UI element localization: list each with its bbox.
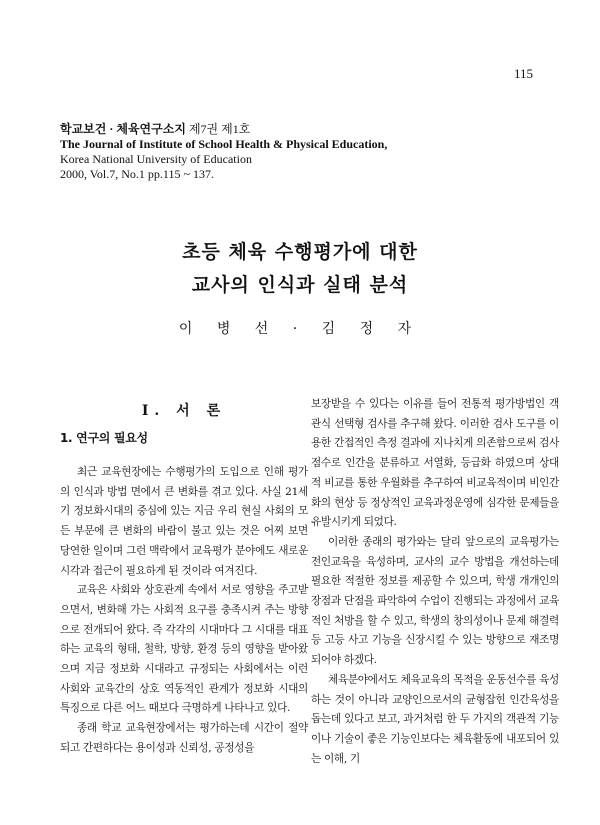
body-paragraph: 종래 학교 교육현장에서는 평가하는데 시간이 절약되고 간편하다는 용이성과 신뢰성, 공정성을 xyxy=(60,722,308,754)
paper-authors: 이 병 선 · 김 정 자 xyxy=(178,321,422,337)
body-paragraph: 보장받을 수 있다는 이유를 들어 전통적 평가방법인 객관식 선택형 검사를 추구해 왔다. 이러한 검사 도구를 이용한 간접적인 측정 결과에 지나치게 의존함으로써 검사 점수로 인간을 분류하고 서열화, 등급화 하였으며 상대적 비교를 통한 우월화를 추구하여 비교육적이며 비인간화의 현상 등 정상적인 교육과정운영에 심각한 문제들을 유발시키게 되었다. xyxy=(311,398,559,529)
journal-korean-line xyxy=(60,122,480,137)
left-column xyxy=(60,395,308,759)
journal-korean-name: 학교보건 · 체육연구소지 xyxy=(60,122,186,136)
paper-title-line-2: 교사의 인식과 실태 분석 xyxy=(191,274,409,296)
journal-korean-volume: 제7권 제1호 xyxy=(188,122,251,136)
subsection-heading: 1. 연구의 필요성 xyxy=(60,431,148,445)
paper-title xyxy=(0,236,600,302)
journal-english-name: The Journal of Institute of School Health & Physical Education, xyxy=(60,137,388,151)
body-paragraph: 이러한 종래의 평가와는 달리 앞으로의 교육평가는 전인교육을 육성하며, 교사의 교수 방법을 개선하는데 필요한 적절한 정보를 제공할 수 있으며, 학생 개개인의 장점과 단점을 파악하여 수업이 진행되는 과정에서 교육적인 처방을 할 수 있고, 학생의 창의성이나 문제 해결력 등 고등 사고 기능을 신장시킬 수 있는 방향으로 재조명되어야 하겠다. xyxy=(311,535,559,667)
paper-title-line-1: 초등 체육 수행평가에 대한 xyxy=(182,241,418,263)
right-column xyxy=(311,395,559,769)
journal-university: Korea National University of Education xyxy=(60,152,252,166)
body-paragraph: 체육분야에서도 체육교육의 목적을 운동선수를 육성하는 것이 아니라 교양인으로서의 균형잡힌 인간육성을 돕는데 있다고 보고, 과거처럼 한 두 가지의 객관적 기능이나 기술이 좋은 기능인보다는 체육활동에 내포되어 있는 이해, 기 xyxy=(311,673,559,765)
body-paragraph: 최근 교육현장에는 수행평가의 도입으로 인해 평가의 인식과 방법 면에서 큰 변화를 겪고 있다. 사실 21세기 정보화시대의 중심에 있는 지금 우리 현실 사회의 모든 부문에 큰 변화의 바람이 불고 있는 것은 어찌 보면 당연한 일이며 그런 맥락에서 교육평가 분야에도 새로운 시각과 접근이 필요하게 된 것이라 여겨진다. xyxy=(60,466,308,577)
journal-citation: 2000, Vol.7, No.1 pp.115 ~ 137. xyxy=(60,167,214,181)
page-number: 115 xyxy=(514,66,534,81)
journal-header xyxy=(60,122,480,182)
body-paragraph: 교육은 사회와 상호관계 속에서 서로 영향을 주고받으면서, 변화해 가는 사회적 요구를 충족시켜 주는 방향으로 전개되어 왔다. 즉 각각의 시대마다 그 시대를 대표하는 교육의 형태, 철학, 방향, 환경 등의 영향을 받아왔으며 지금 정보화 시대라고 규정되는 사회에서는 이런 사회와 교육간의 상호 역동적인 관계가 정보화 시대의 특징으로 다른 어느 때보다 극명하게 나타나고 있다. xyxy=(60,584,308,715)
section-heading: Ⅰ. 서 론 xyxy=(141,403,227,419)
